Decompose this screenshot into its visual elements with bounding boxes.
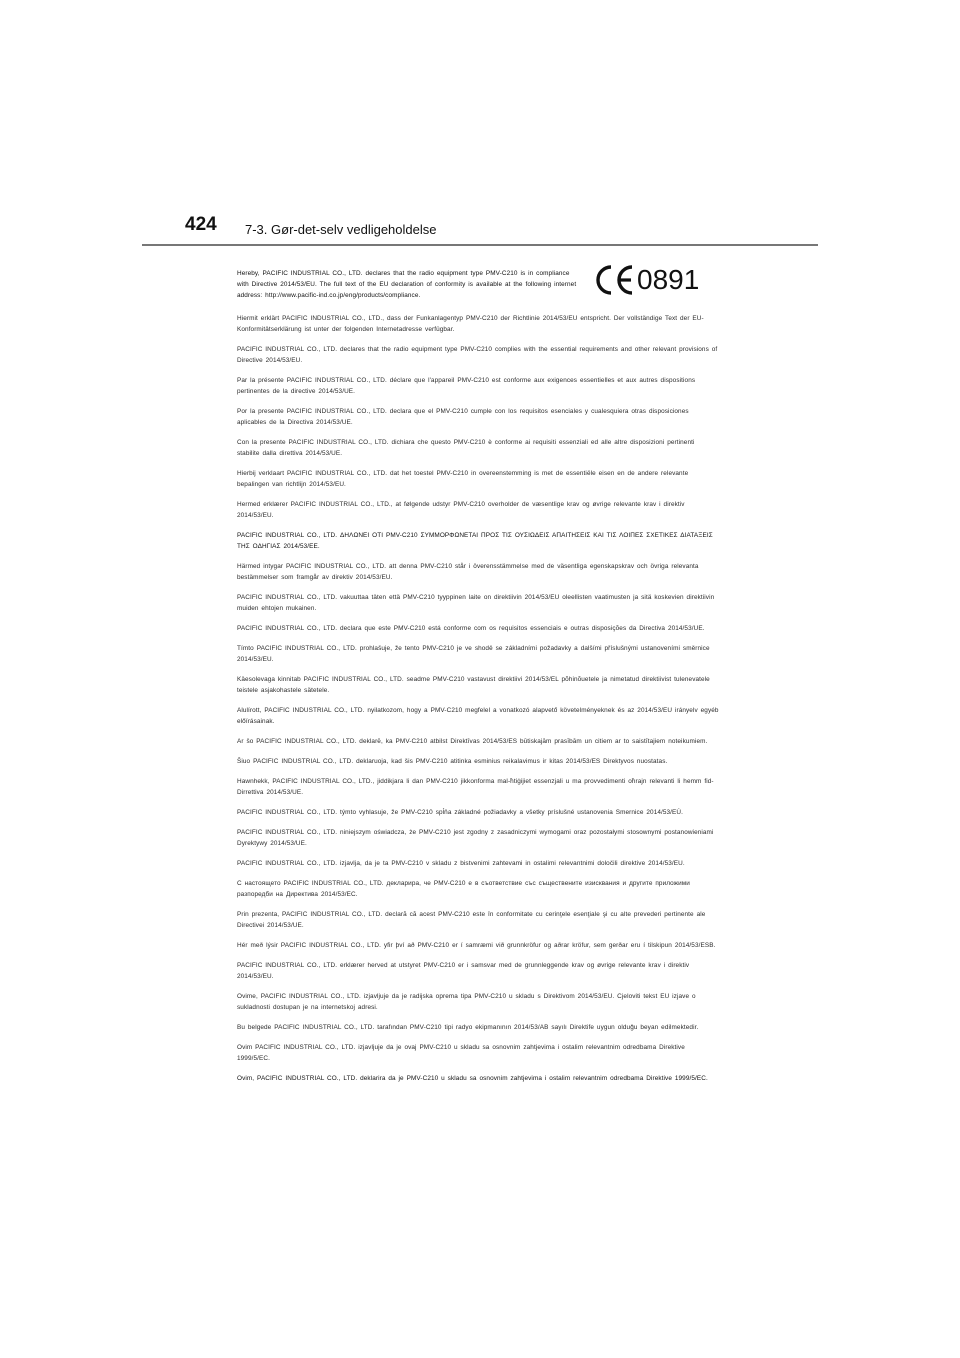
- declaration-paragraph: PACIFIC INDUSTRIAL CO., LTD. týmto vyhlasuje, že PMV-C210 spĺňa základné požiadavky a všetky príslušné ustanovenia Smernice 2014/53/EÚ.: [237, 809, 684, 816]
- declaration-paragraph: Hiermit erklärt PACIFIC INDUSTRIAL CO., LTD., dass der Funkanlagentyp PMV-C210 der Richtlinie 2014/53/EU entspricht. Der vollständige Text der EU-Konformitätserklärung ist unter der folgenden Internetadresse verfügbar.: [237, 315, 704, 333]
- declaration-paragraph: Hawnhekk, PACIFIC INDUSTRIAL CO., LTD., jiddikjara li dan PMV-C210 jikkonforma mal-ħtiġijiet essenzjali u ma provvedimenti oħrajn relevanti li hemm fid-Dirrettiva 2014/53/UE.: [237, 778, 714, 796]
- declaration-text: [237, 268, 719, 1093]
- declaration-paragraph: PACIFIC INDUSTRIAL CO., LTD. niniejszym oświadcza, że PMV-C210 jest zgodny z zasadniczymi wymogami oraz pozostałymi stosownymi postanowieniami Dyrektywy 2014/53/UE.: [237, 829, 714, 847]
- declaration-paragraph: PACIFIC INDUSTRIAL CO., LTD. declara que este PMV-C210 está conforme com os requisitos essenciais e outras disposições da Directiva 2014/53/UE.: [237, 625, 705, 632]
- declaration-paragraph: Bu belgede PACIFIC INDUSTRIAL CO., LTD. tarafından PMV-C210 tipi radyo ekipmanının 2014/53/AB sayılı Direktife uygun olduğu beyan edilmektedir.: [237, 1024, 699, 1031]
- declaration-paragraph: С настоящето PACIFIC INDUSTRIAL CO., LTD. декларира, че PMV-C210 е в съответствие със съществените изисквания и другите приложими разпоредби на Директива 2014/53/ЕС.: [237, 880, 690, 898]
- header-rule: [142, 244, 818, 246]
- declaration-paragraph: Por la presente PACIFIC INDUSTRIAL CO., LTD. declara que el PMV-C210 cumple con los requisitos esenciales y cualesquiera otras disposiciones aplicables de la Directiva 2014/53/UE.: [237, 408, 689, 426]
- section-title: 7-3. Gør-det-selv vedligeholdelse: [245, 222, 437, 237]
- declaration-paragraph: Härmed intygar PACIFIC INDUSTRIAL CO., LTD. att denna PMV-C210 står i överensstämmelse med de väsentliga egenskapskrav och övriga relevanta bestämmelser som framgår av direktiv 2014/53/EU.: [237, 563, 699, 581]
- declaration-paragraph: PACIFIC INDUSTRIAL CO., LTD. erklærer herved at utstyret PMV-C210 er i samsvar med de grunnleggende krav og øvrige relevante krav i direktiv 2014/53/EU.: [237, 962, 690, 980]
- declaration-paragraph: PACIFIC INDUSTRIAL CO., LTD. vakuuttaa täten että PMV-C210 tyyppinen laite on direktiivin 2014/53/EU oleellisten vaatimusten ja sitä koskevien direktiivin muiden ehtojen mukainen.: [237, 594, 715, 612]
- declaration-paragraph: Ar šo PACIFIC INDUSTRIAL CO., LTD. deklarē, ka PMV-C210 atbilst Direktīvas 2014/53/ES būtiskajām prasībām un citiem ar to saistītajiem noteikumiem.: [237, 738, 708, 745]
- declaration-paragraph: Hierbij verklaart PACIFIC INDUSTRIAL CO., LTD. dat het toestel PMV-C210 in overeenstemming is met de essentiële eisen en de andere relevante bepalingen van richtlijn 2014/53/EU.: [237, 470, 689, 488]
- page-number: 424: [185, 214, 217, 235]
- declaration-paragraph: Ovim PACIFIC INDUSTRIAL CO., LTD. izjavljuje da je ovaj PMV-C210 u skladu sa osnovnim zahtjevima i ostalim relevantnim odredbama Direktive 1999/5/EC.: [237, 1044, 685, 1062]
- declaration-paragraph: Con la presente PACIFIC INDUSTRIAL CO., LTD. dichiara che questo PMV-C210 è conforme ai requisiti essenziali ed alle altre disposizioni pertinenti stabilite dalla direttiva 2014/53/UE.: [237, 439, 695, 457]
- declaration-paragraph: Käesolevaga kinnitab PACIFIC INDUSTRIAL CO., LTD. seadme PMV-C210 vastavust direktiivi 2014/53/EL põhinõuetele ja nimetatud direktiivist tulenevatele teistele asjakohastele sätetele.: [237, 676, 710, 694]
- declaration-paragraph: Prin prezenta, PACIFIC INDUSTRIAL CO., LTD. declară că acest PMV-C210 este în conformitate cu cerinţele esenţiale şi cu alte prevederi pertinente ale Directivei 2014/53/UE.: [237, 911, 706, 929]
- declaration-paragraph: Hér með lýsir PACIFIC INDUSTRIAL CO., LTD. yfir því að PMV-C210 er í samræmi við grunnkröfur og aðrar kröfur, sem gerðar eru í tilskipun 2014/53/ESB.: [237, 942, 716, 949]
- declaration-paragraph: Alulírott, PACIFIC INDUSTRIAL CO., LTD. nyilatkozom, hogy a PMV-C210 megfelel a vonatkozó alapvető követelményeknek és az 2014/53/EU irányelv egyéb előírásainak.: [237, 707, 719, 725]
- declaration-paragraph: Hereby, PACIFIC INDUSTRIAL CO., LTD. declares that the radio equipment type PMV-C210 is in compliance with Directive 2014/53/EU. The full text of the EU declaration of conformity is available at the following internet address: http://www.pacific-ind.co.jp/eng/products/compliance.: [237, 270, 577, 299]
- declaration-paragraph: Tímto PACIFIC INDUSTRIAL CO., LTD. prohlašuje, že tento PMV-C210 je ve shodě se základními požadavky a dalšími příslušnými ustanoveními směrnice 2014/53/EU.: [237, 645, 710, 663]
- declaration-paragraph: PACIFIC INDUSTRIAL CO., LTD. izjavlja, da je ta PMV-C210 v skladu z bistvenimi zahtevami in ostalimi relevantnimi določili direktive 2014/53/EU.: [237, 860, 685, 867]
- notified-body-number: 0891: [637, 264, 700, 295]
- declaration-paragraph: Šiuo PACIFIC INDUSTRIAL CO., LTD. deklaruoja, kad šis PMV-C210 atitinka esminius reikalavimus ir kitas 2014/53/ES Direktyvos nuostatas.: [237, 758, 668, 765]
- declaration-paragraph: PACIFIC INDUSTRIAL CO., LTD. ΔΗΛΩΝΕΙ ΟΤΙ PMV-C210 ΣΥΜΜΟΡΦΩΝΕΤΑΙ ΠΡΟΣ ΤΙΣ ΟΥΣΙΩΔΕΙΣ ΑΠΑΙΤΗΣΕΙΣ ΚΑΙ ΤΙΣ ΛΟΙΠΕΣ ΣΧΕΤΙΚΕΣ ΔΙΑΤΑΞΕΙΣ ΤΗΣ ΟΔΗΓΙΑΣ 2014/53/ΕΕ.: [237, 532, 713, 550]
- declaration-paragraph: Hermed erklærer PACIFIC INDUSTRIAL CO., LTD., at følgende udstyr PMV-C210 overholder de væsentlige krav og øvrige relevante krav i direktiv 2014/53/EU.: [237, 501, 685, 519]
- declaration-paragraph: Par la présente PACIFIC INDUSTRIAL CO., LTD. déclare que l'appareil PMV-C210 est conforme aux exigences essentielles et aux autres dispositions pertinentes de la directive 2014/53/UE.: [237, 377, 696, 395]
- declaration-paragraph: Ovime, PACIFIC INDUSTRIAL CO., LTD. izjavljuje da je radijska oprema tipa PMV-C210 u skladu s Direktivom 2014/53/EU. Cjeloviti tekst EU izjave o sukladnosti dostupan je na internetskoj adresi.: [237, 993, 696, 1011]
- declaration-paragraph: PACIFIC INDUSTRIAL CO., LTD. declares that the radio equipment type PMV-C210 complies with the essential requirements and other relevant provisions of Directive 2014/53/EU.: [237, 346, 718, 364]
- declaration-paragraph: Ovim, PACIFIC INDUSTRIAL CO., LTD. deklarira da je PMV-C210 u skladu sa osnovnim zahtjevima i ostalim relevantnim odredbama Direktive 1999/5/EC.: [237, 1075, 708, 1082]
